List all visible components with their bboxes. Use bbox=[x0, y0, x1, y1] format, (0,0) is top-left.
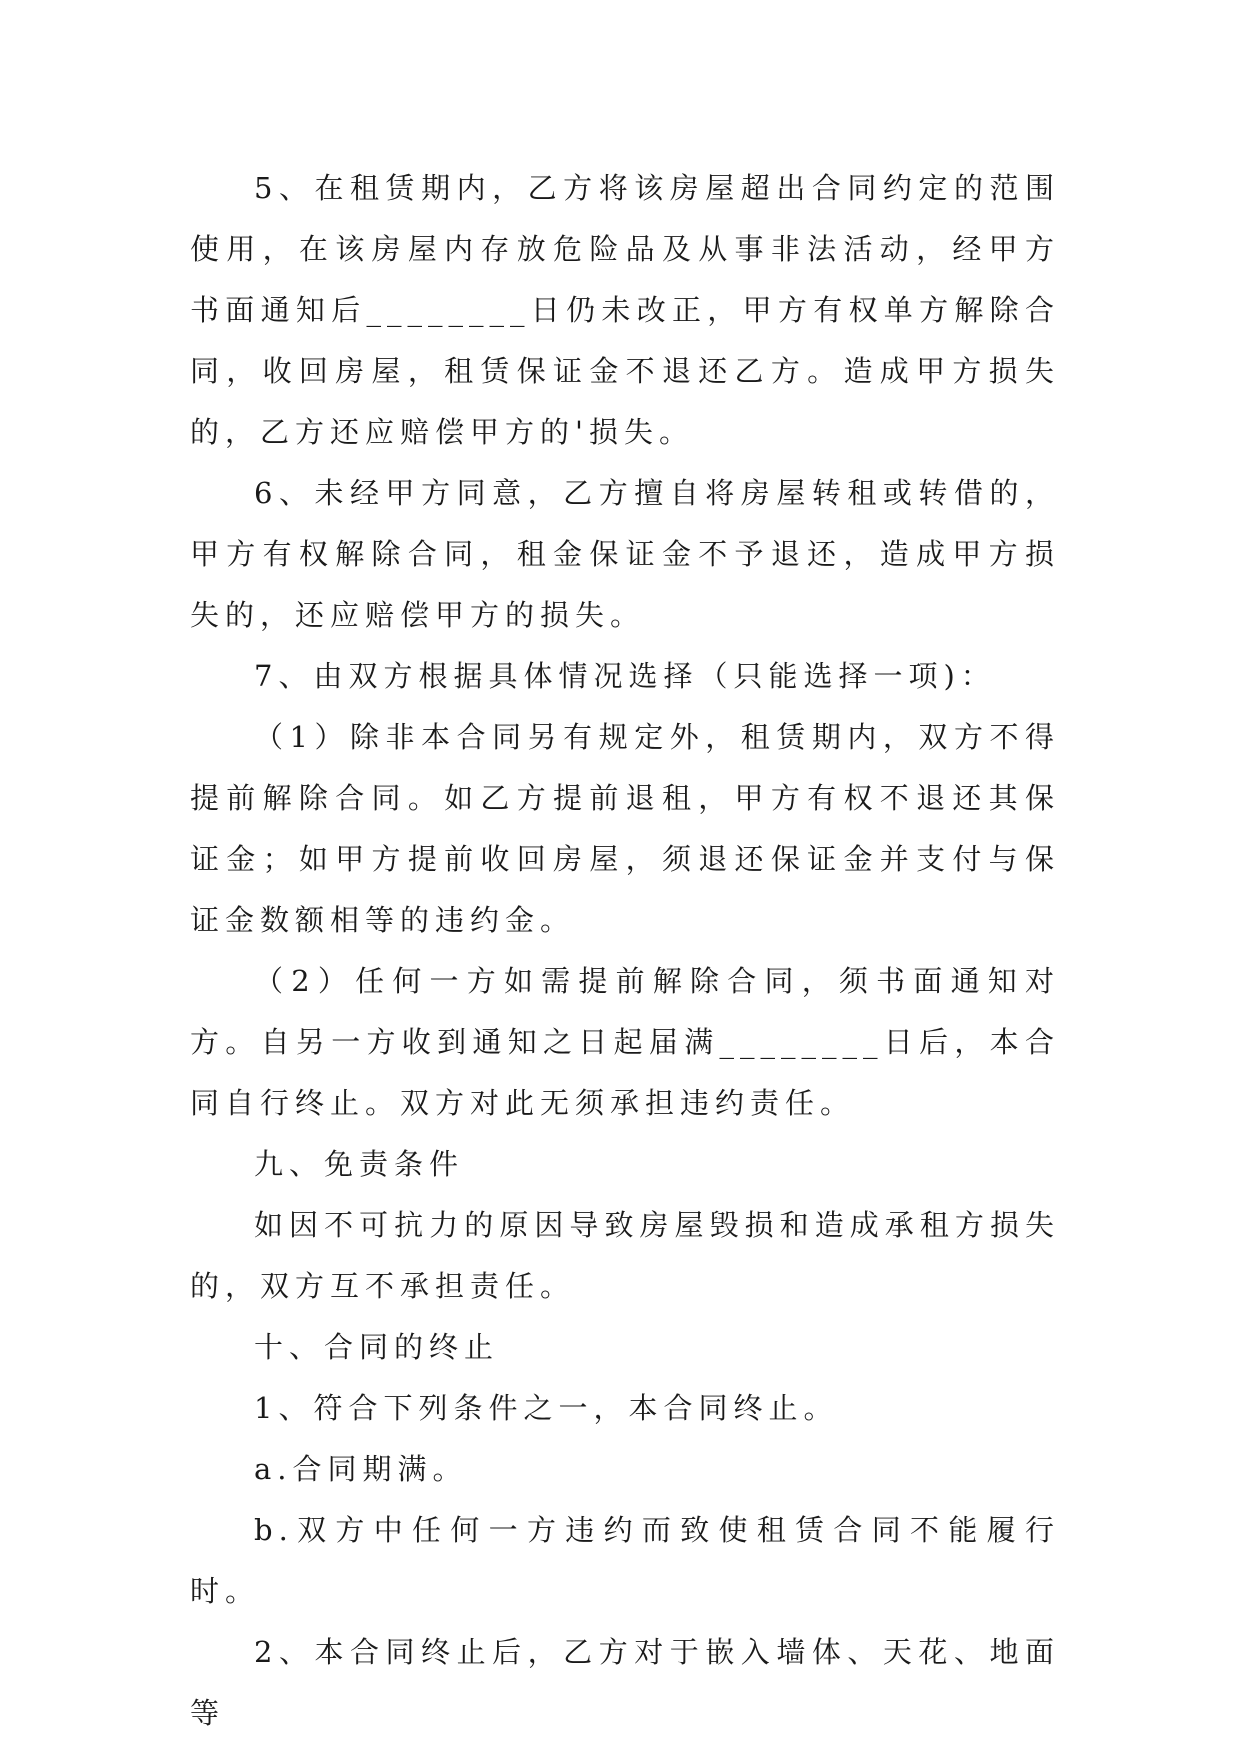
paragraph-text: 7、由双方根据具体情况选择（只能选择一项)： bbox=[254, 659, 996, 693]
paragraph-text: 如因不可抗力的原因导致房屋毁损和造成承租方损失的，双方互不承担责任。 bbox=[190, 1208, 1060, 1303]
paragraph-text: a.合同期满。 bbox=[254, 1452, 468, 1486]
paragraph-termination-a bbox=[190, 1439, 1060, 1500]
paragraph-clause-7 bbox=[190, 646, 1060, 707]
paragraph-text: （2）任何一方如需提前解除合同，须书面通知对方。自另一方收到通知之日起届满________日后，本合同自行终止。双方对此无须承担违约责任。 bbox=[190, 964, 1060, 1120]
paragraph-option-1 bbox=[190, 707, 1060, 951]
paragraph-text: 6、未经甲方同意，乙方擅自将房屋转租或转借的，甲方有权解除合同，租金保证金不予退还，造成甲方损失的，还应赔偿甲方的损失。 bbox=[190, 476, 1060, 632]
paragraph-clause-5 bbox=[190, 158, 1060, 463]
paragraph-termination-b bbox=[190, 1500, 1060, 1622]
section-heading-termination bbox=[190, 1317, 1060, 1378]
paragraph-clause-6 bbox=[190, 463, 1060, 646]
paragraph-text: 5、在租赁期内，乙方将该房屋超出合同约定的范围使用，在该房屋内存放危险品及从事非法活动，经甲方书面通知后________日仍未改正，甲方有权单方解除合同，收回房屋，租赁保证金不退还乙方。造成甲方损失的，乙方还应赔偿甲方的'损失。 bbox=[190, 171, 1060, 449]
paragraph-text: 1、符合下列条件之一，本合同终止。 bbox=[254, 1391, 839, 1425]
paragraph-text: b.双方中任何一方违约而致使租赁合同不能履行时。 bbox=[190, 1513, 1060, 1608]
paragraph-option-2 bbox=[190, 951, 1060, 1134]
paragraph-force-majeure bbox=[190, 1195, 1060, 1317]
paragraph-text: （1）除非本合同另有规定外，租赁期内，双方不得提前解除合同。如乙方提前退租，甲方有权不退还其保证金；如甲方提前收回房屋，须退还保证金并支付与保证金数额相等的违约金。 bbox=[190, 720, 1060, 937]
document-body bbox=[190, 158, 1060, 1744]
heading-text: 九、免责条件 bbox=[254, 1147, 465, 1181]
section-heading-exemption bbox=[190, 1134, 1060, 1195]
heading-text: 十、合同的终止 bbox=[254, 1330, 500, 1364]
paragraph-termination-1 bbox=[190, 1378, 1060, 1439]
paragraph-text: 2、本合同终止后，乙方对于嵌入墙体、天花、地面等 bbox=[190, 1635, 1060, 1730]
paragraph-termination-2 bbox=[190, 1622, 1060, 1744]
